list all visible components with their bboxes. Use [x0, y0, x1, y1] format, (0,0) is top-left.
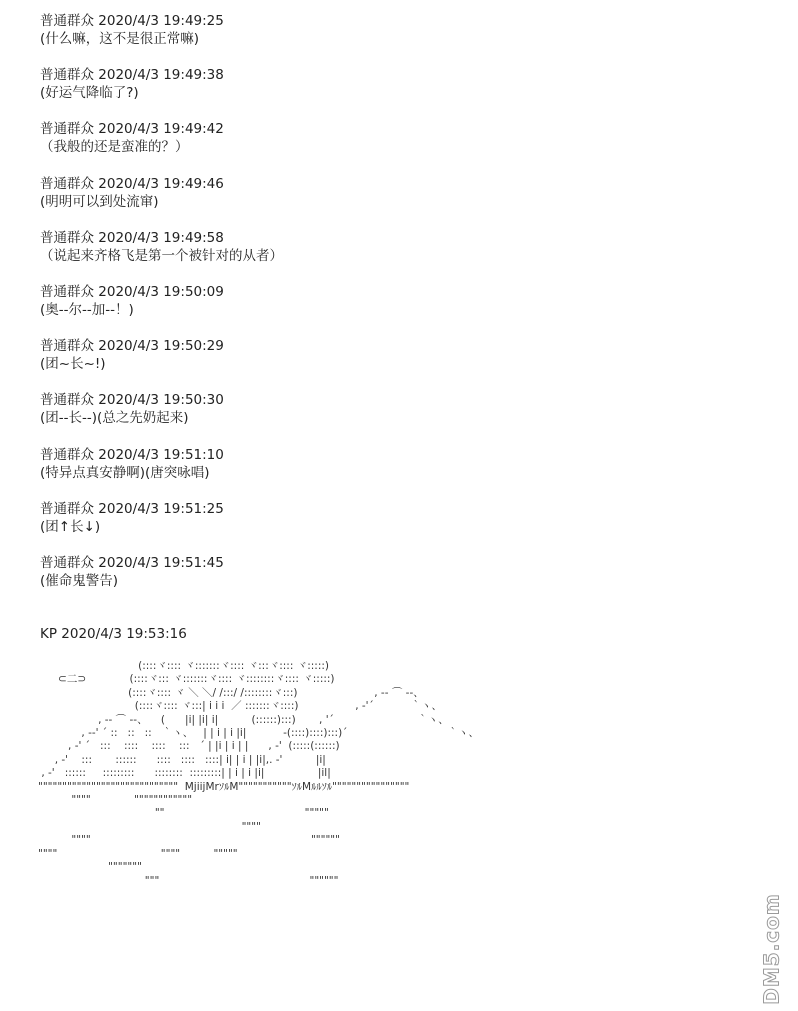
- chat-message: [40, 12, 600, 66]
- chat-message: [40, 446, 600, 500]
- message-body: (奥--尔--加--！): [40, 301, 134, 318]
- message-header: 普通群众 2020/4/3 19:50:09: [40, 283, 224, 300]
- chat-log: [40, 12, 600, 608]
- chat-message: [40, 337, 600, 391]
- message-header: 普通群众 2020/4/3 19:49:38: [40, 67, 224, 84]
- message-body: (催命鬼警告): [40, 572, 119, 589]
- message-body: (团~长~!): [40, 356, 106, 373]
- chat-message: [40, 175, 600, 229]
- message-header: 普通群众 2020/4/3 19:49:25: [40, 13, 224, 29]
- message-body: (明明可以到处流窜): [40, 193, 159, 210]
- message-header: 普通群众 2020/4/3 19:49:58: [40, 229, 224, 246]
- message-header: 普通群众 2020/4/3 19:50:30: [40, 392, 224, 409]
- watermark-text: DM5.com: [760, 893, 785, 1005]
- chat-message: [40, 554, 600, 608]
- chat-message: [40, 229, 600, 283]
- message-body: (什么嘛，这不是很正常嘛): [40, 31, 200, 47]
- chat-message: [40, 500, 600, 554]
- message-header: 普通群众 2020/4/3 19:49:42: [40, 121, 224, 138]
- message-header: 普通群众 2020/4/3 19:49:46: [40, 175, 224, 192]
- watermark-logo: [758, 893, 786, 1005]
- message-body: （我般的还是蛮准的？）: [40, 139, 189, 156]
- message-body: (团--长--)(总之先奶起来): [40, 410, 189, 427]
- message-header: 普通群众 2020/4/3 19:51:45: [40, 554, 224, 571]
- message-header: 普通群众 2020/4/3 19:51:25: [40, 500, 224, 517]
- message-body: (特异点真安静啊)(唐突咏唱): [40, 464, 210, 481]
- chat-message: [40, 283, 600, 337]
- message-body: （说起来齐格飞是第一个被针对的从者）: [40, 247, 283, 264]
- chat-message: [40, 391, 600, 445]
- kp-message-header: KP 2020/4/3 19:53:16: [40, 626, 187, 642]
- message-body: (好运气降临了?): [40, 85, 139, 102]
- ascii-art-landscape: (::::ヾ:::: ヾ:::::::ヾ:::: ヾ:::ヾ:::: ヾ:::::) ⊂二⊃ (::::ヾ::: ヾ:::::::ヾ:::: ヾ::::::::ヾ:::: ヾ:::::) (::::ヾ:::: ヾ ＼ ＼/ /:::/ /::::::::ヾ:::) , -‐ ⌒ ‐-、 (::::ヾ:::: ヾ:::| i i i ／ :::::::ヾ::::) , -'´ ｀ヽ、 , -‐ ⌒ ‐-、 ( |i| |i| i| (::::::):::) , '´ ｀ヽ、 , -‐' ´ :: :: :: ｀ヽ、 | | i | i |i| ‐(::::)::::):::)´ ｀ヽ、 , -' ´ ::: :::: :::: ::: ´ | |i | i | | , -' (:::::(::::::) , -' ::: :::::: :::: :::: ::::| i| | i | |i|,. -' |i| , -' :::::: ::::::::: :::::::: :::::::::| | i | i |i| |il| """"""""""""""""""""""""""""" MjiijMrｿﾙM"""""""""""ｿﾙMﾙﾙｿﾙ"""""""""""""""" """" """""""""""" "" """"" """" """" """""" """" """" """"" """"""" """ """""": [38, 660, 480, 887]
- message-header: 普通群众 2020/4/3 19:51:10: [40, 446, 224, 463]
- chat-message: [40, 66, 600, 120]
- chat-message: [40, 120, 600, 174]
- message-body: (团↑长↓): [40, 518, 101, 535]
- message-header: 普通群众 2020/4/3 19:50:29: [40, 338, 224, 355]
